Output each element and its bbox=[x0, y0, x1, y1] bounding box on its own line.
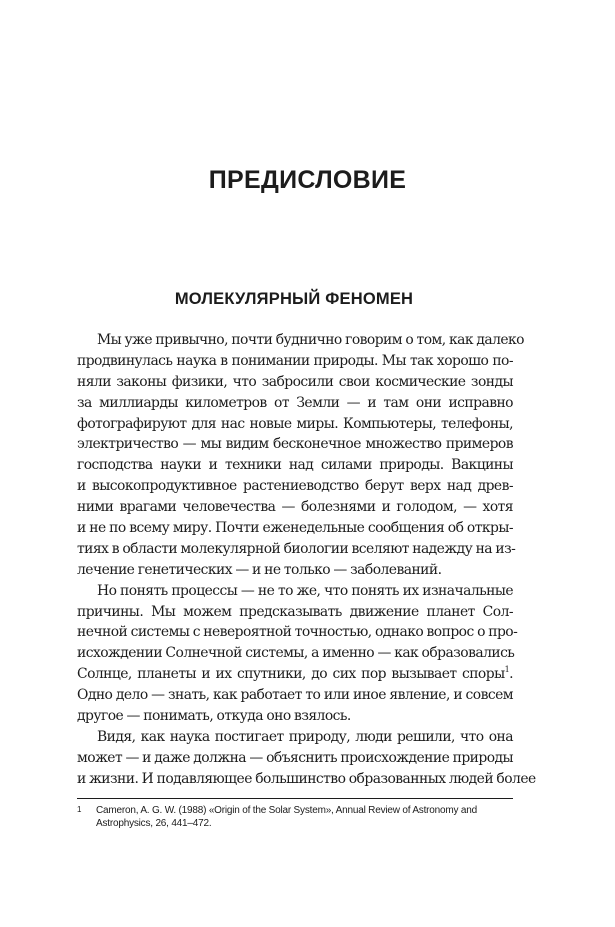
text-line: лечение генетических — и не только — заболеваний. bbox=[77, 561, 442, 578]
footnote bbox=[77, 804, 513, 830]
text-line: и жизни. И подавляющее большинство образованных людей более bbox=[77, 770, 536, 787]
text-line: нечной системы с невероятной точностью, однако вопрос о про- bbox=[77, 624, 518, 641]
text-line-content: Солнце, планеты и их спутники, до сих пор вызывает споры bbox=[77, 666, 505, 683]
footnote-number: 1 bbox=[77, 805, 82, 814]
text-line: няли законы физики, что забросили свои космические зонды bbox=[77, 373, 513, 390]
paragraph-1 bbox=[77, 330, 524, 581]
body-text bbox=[77, 330, 536, 790]
text-line: продвинулась наука в понимании природы. Мы так хорошо по- bbox=[77, 352, 513, 369]
text-line: исхождении Солнечной системы, а именно — как образовались bbox=[77, 645, 515, 662]
text-line: и не по всему миру. Почти еженедельные сообщения об откры- bbox=[77, 520, 513, 537]
text-line: фотографируют для нас новые миры. Компьютеры, телефоны, bbox=[77, 415, 513, 432]
text-line: Солнце, планеты и их спутники, до сих пор вызывает споры$^1$. bbox=[77, 665, 513, 683]
text-line: другое — понимать, откуда оно взялось. bbox=[77, 708, 351, 725]
text-line: тиях в области молекулярной биологии вселяют надежду на из- bbox=[77, 540, 516, 557]
text-line: господства науки и техники над силами природы. Вакцины bbox=[77, 457, 513, 474]
footnote-divider bbox=[77, 798, 513, 799]
section-title: МОЛЕКУЛЯРНЫЙ ФЕНОМЕН bbox=[174, 290, 414, 308]
text-line: и высокопродуктивное растениеводство берут верх над древ- bbox=[77, 478, 513, 495]
text-line: ними врагами человечества — болезнями и голодом, — хотя bbox=[77, 499, 513, 516]
footnote-reference[interactable]: 1 bbox=[504, 665, 510, 675]
text-line: Видя, как наука постигает природу, люди решили, что она bbox=[97, 728, 513, 745]
text-line: электричество — мы видим бесконечное множество примеров bbox=[77, 436, 513, 453]
text-line: может — и даже должна — объяснить происхождение природы bbox=[77, 749, 514, 766]
text-line: Но понять процессы — не то же, что понять их изначальные bbox=[97, 582, 513, 599]
footnote-text bbox=[96, 804, 513, 830]
paragraph-3 bbox=[77, 727, 536, 790]
footnote-line: Cameron, A. G. W. (1988) «Origin of the Solar System», Annual Review of Astronomy and bbox=[96, 805, 477, 816]
text-line: причины. Мы можем предсказывать движение планет Сол- bbox=[77, 603, 513, 620]
text-line: за миллиарды километров от Земли — и там они исправно bbox=[77, 394, 513, 411]
paragraph-2 bbox=[77, 581, 518, 727]
footnote-line: Astrophysics, 26, 441–472. bbox=[96, 818, 212, 829]
chapter-title: ПРЕДИСЛОВИЕ bbox=[208, 166, 407, 194]
text-line: Одно дело — знать, как работает то или иное явление, и совсем bbox=[77, 687, 513, 704]
text-line: Мы уже привычно, почти буднично говорим о том, как далеко bbox=[97, 332, 524, 348]
